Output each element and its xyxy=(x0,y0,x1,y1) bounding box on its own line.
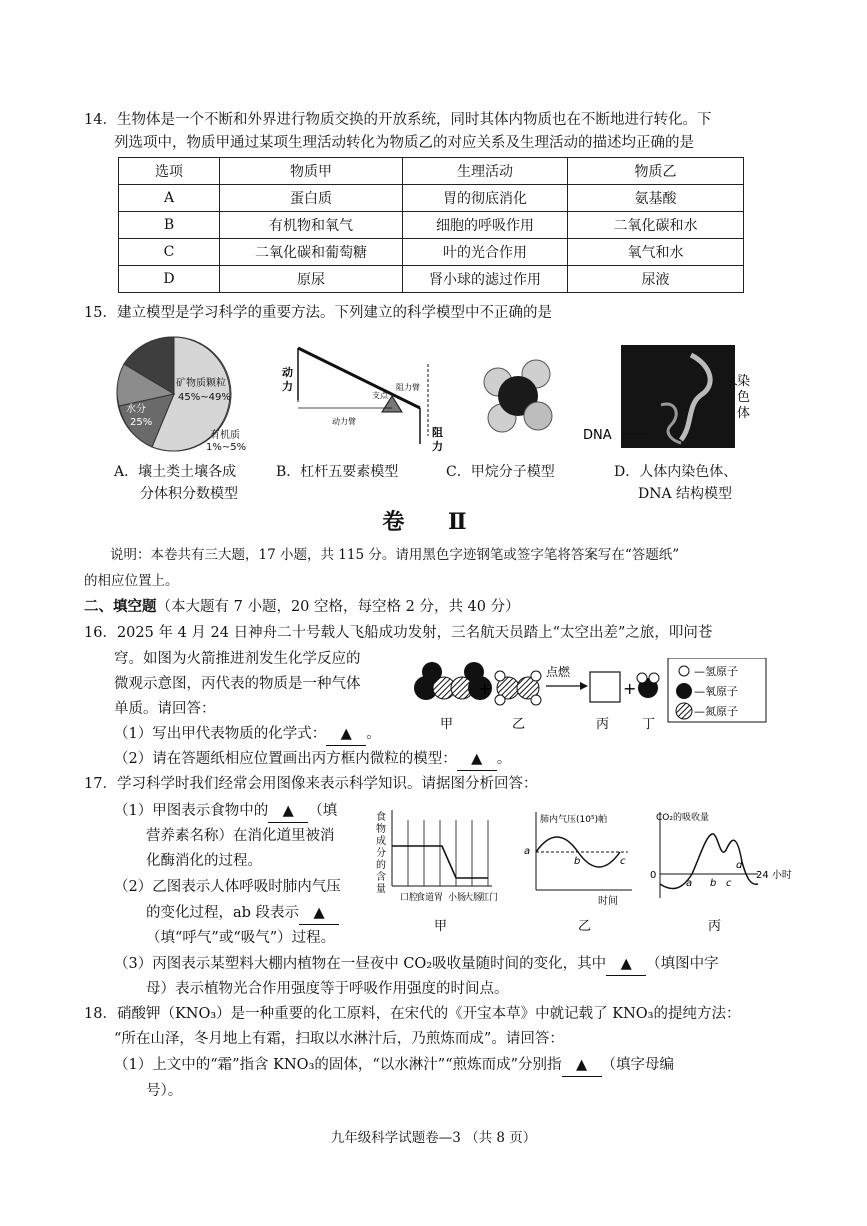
hydrogen-atom xyxy=(524,402,552,430)
effort-label: 动 xyxy=(282,366,293,379)
answer-blank[interactable]: ▲ xyxy=(268,800,308,823)
option-a-line1: A．壤土类土壤各成 xyxy=(114,464,237,480)
table-cell: 有机物和氧气 xyxy=(220,212,403,239)
q14-line2: 列选项中，物质甲通过某项生理活动转化为物质乙的对应关系及生理活动的描述均正确的是 xyxy=(114,135,694,151)
q16-sub1-text: （1）写出甲代表物质的化学式： xyxy=(114,726,327,742)
digestion-chart xyxy=(372,806,512,934)
section-title: 卷 Ⅱ xyxy=(382,509,485,535)
effort-label2: 力 xyxy=(282,380,293,393)
chromosome-label2: 色 xyxy=(737,390,751,405)
table-cell: 尿液 xyxy=(568,266,744,293)
chart-a-ylabel: 食 xyxy=(376,812,386,823)
pie-label-organic-pct: 1%~5% xyxy=(206,442,247,453)
table-cell: B xyxy=(119,212,220,239)
q17-sub1-a xyxy=(114,800,337,823)
q17-sub3-text: （3）丙图表示某塑料大棚内植物在一昼夜中 CO₂吸收量随时间的变化，其中 xyxy=(114,956,607,972)
chart-b-ylabel: 肺内气压(10⁵)帕 xyxy=(540,815,608,825)
q18-sub1-text: （1）上文中的“霜”指含 KNO₃的固体，“以水淋汁”“煎炼而成”分别指 xyxy=(114,1057,562,1073)
pie-label-organic: 有机质 xyxy=(210,430,240,441)
q17-sub3-a xyxy=(114,953,719,976)
chart-a-ylabel: 的 xyxy=(376,860,386,871)
load-arm-label: 阻力臂 xyxy=(396,383,420,392)
q16-sub2-text: （2）请在答题纸相应位置画出丙方框内微粒的模型： xyxy=(114,751,457,767)
chromosome-label1: 染 xyxy=(737,374,751,389)
chart-b-name: 乙 xyxy=(578,919,592,934)
hydrogen-atom xyxy=(637,673,647,683)
fulcrum-label: 支点 xyxy=(372,391,388,400)
chart-a-organ: 大肠 xyxy=(464,893,483,903)
table-cell: 二氧化碳和葡萄糖 xyxy=(220,239,403,266)
q17-sub2-text: 的变化过程，ab 段表示 xyxy=(146,905,300,921)
chart-c-curve xyxy=(660,834,758,889)
table-header-row xyxy=(119,158,744,185)
chart-c-point-a: a xyxy=(686,878,693,889)
chart-a-ylabel: 量 xyxy=(376,884,386,895)
chart-a-name: 甲 xyxy=(434,919,448,934)
q15-stem: 15．建立模型是学习科学的重要方法。下列建立的科学模型中不正确的是 xyxy=(84,305,552,321)
chart-b-point-a: a xyxy=(524,846,531,857)
legend-oxygen-icon xyxy=(676,683,692,699)
q16-sub2 xyxy=(114,748,511,771)
answer-blank[interactable]: ▲ xyxy=(457,748,497,771)
reaction-diagram xyxy=(408,658,768,738)
pie-label-mineral-pct: 45%~49% xyxy=(178,392,231,403)
section-note-line1: 说明：本卷共有三大题，17 小题，共 115 分。请用黑色字迹钢笔或签字笔将答案写在“答题纸” xyxy=(110,547,680,563)
q17-sub2-a: （2）乙图表示人体呼吸时肺内气压 xyxy=(114,879,341,895)
table-row xyxy=(119,212,744,239)
option-d-line1: D．人体内染色体、 xyxy=(614,464,738,480)
option-c: C．甲烷分子模型 xyxy=(446,464,555,480)
q14-line1: 14．生物体是一个不断和外界进行物质交换的开放系统，同时其体内物质也在不断地进行转化。下 xyxy=(84,112,712,128)
q18-sub1-end: 号）。 xyxy=(146,1083,183,1099)
table-cell: 氨基酸 xyxy=(568,185,744,212)
product-box xyxy=(590,672,620,702)
hydrogen-atom xyxy=(495,695,505,705)
table-row xyxy=(119,266,744,293)
q18-sub1 xyxy=(114,1054,674,1077)
reaction-condition: 点燃 xyxy=(546,665,571,679)
q17-sub1-tail: （填 xyxy=(308,803,338,819)
option-d-line2: DNA 结构模型 xyxy=(638,486,733,502)
plus-sign: + xyxy=(623,679,637,698)
answer-blank[interactable]: ▲ xyxy=(326,723,366,746)
answer-blank[interactable]: ▲ xyxy=(606,953,646,976)
load-label: 阻 xyxy=(432,426,443,439)
lung-pressure-chart xyxy=(520,806,638,934)
pie-label-water: 水分 xyxy=(126,404,146,415)
hydrogen-atom xyxy=(649,673,659,683)
chart-a-organ: 肛门 xyxy=(480,893,499,903)
q17-sub1-d: 化酶消化的过程。 xyxy=(146,853,262,869)
q18-sub1-tail: （填字母编 xyxy=(601,1057,675,1073)
part2-heading xyxy=(84,596,520,618)
chart-a-ylabel: 含 xyxy=(376,872,386,883)
table-cell: 二氧化碳和水 xyxy=(568,212,744,239)
label-yi: 乙 xyxy=(512,717,526,732)
table-cell: D xyxy=(119,266,220,293)
chart-a-organ: 胃 xyxy=(434,893,444,903)
chromosome-pointer xyxy=(723,377,737,385)
chart-a-organ: 口腔 xyxy=(400,893,419,903)
table-row xyxy=(119,239,744,266)
chart-b-point-b: b xyxy=(574,856,581,867)
soil-pie-model xyxy=(112,336,272,456)
plus-sign: + xyxy=(478,679,492,698)
hydrogen-atom xyxy=(531,671,541,681)
label-bing: 丙 xyxy=(596,717,610,732)
part2-info: （本大题有 7 小题，20 空格，每空格 2 分，共 40 分） xyxy=(156,599,520,615)
q18-line1: 18．硝酸钾（KNO₃）是一种重要的化工原料，在宋代的《开宝本草》中就记载了 KNO₃的提纯方法： xyxy=(84,1006,741,1022)
legend-nitrogen: —氮原子 xyxy=(694,705,738,718)
table-cell: 叶的光合作用 xyxy=(403,239,568,266)
dna-label: DNA xyxy=(583,428,612,443)
methane-model xyxy=(478,352,558,442)
q16-sub2-end: 。 xyxy=(496,751,512,767)
legend-nitrogen-icon xyxy=(676,703,692,719)
table-cell: 蛋白质 xyxy=(220,185,403,212)
q17-sub2-c: （填“呼气”或“吸气”）过程。 xyxy=(146,930,336,946)
chart-a-organ: 食道 xyxy=(416,893,435,903)
chart-c-name: 丙 xyxy=(708,919,722,934)
table-header: 选项 xyxy=(119,158,220,185)
reaction-arrowhead xyxy=(580,682,588,690)
q16-line1: 16．2025 年 4 月 24 日神舟二十号载人飞船成功发射，三名航天员踏上“太空出差”之旅，叩问苍 xyxy=(84,625,713,641)
page-footer: 九年级科学试题卷—3 （共 8 页） xyxy=(330,1130,537,1146)
q18-line2: “所在山泽，冬月地上有霜，扫取以水淋汁后，乃煎炼而成”。请回答： xyxy=(114,1031,564,1047)
table-cell: 细胞的呼吸作用 xyxy=(403,212,568,239)
chart-c-ylabel: CO₂的吸收量 xyxy=(656,813,709,823)
q14-table xyxy=(118,157,744,293)
section-note-line2: 的相应位置上。 xyxy=(84,573,179,589)
chart-b-xlabel: 时间 xyxy=(598,896,618,907)
q17-sub1-text: （1）甲图表示食物中的 xyxy=(114,803,269,819)
chart-a-organ: 小肠 xyxy=(448,893,467,903)
chart-c-xlabel: 24 小时 xyxy=(756,870,792,881)
chart-c-point-b: b xyxy=(710,878,717,889)
answer-blank[interactable]: ▲ xyxy=(562,1054,602,1077)
part2-title: 二、填空题 xyxy=(84,598,157,615)
pie-label-mineral: 矿物质颗粒 xyxy=(176,378,226,389)
table-cell: 氧气和水 xyxy=(568,239,744,266)
hydrogen-atom xyxy=(495,671,505,681)
chart-c-point-d: d xyxy=(736,860,743,871)
lever-model xyxy=(280,340,450,455)
table-cell: C xyxy=(119,239,220,266)
option-a-line2: 分体积分数模型 xyxy=(140,486,238,502)
table-cell: A xyxy=(119,185,220,212)
table-cell: 肾小球的滤过作用 xyxy=(403,266,568,293)
q17-sub3-tail: （填图中字 xyxy=(646,956,719,972)
chart-a-gridlines xyxy=(408,820,488,886)
answer-blank[interactable]: ▲ xyxy=(299,902,339,925)
q17-sub3-c: 母）表示植物光合作用强度等于呼吸作用强度的时间点。 xyxy=(146,981,509,997)
pie-label-water-pct: 25% xyxy=(130,417,153,428)
chart-b-point-c: c xyxy=(620,856,626,867)
q17-sub1-c: 营养素名称）在消化道里被消 xyxy=(146,828,335,844)
effort-arm-label: 动力臂 xyxy=(332,417,356,426)
q17-stem: 17．学习科学时我们经常会用图像来表示科学知识。请据图分析回答： xyxy=(84,776,538,792)
load-label2: 力 xyxy=(432,440,443,453)
q16-sub1 xyxy=(114,723,381,746)
legend-hydrogen: —氢原子 xyxy=(694,665,738,678)
table-cell: 原尿 xyxy=(220,266,403,293)
label-jia: 甲 xyxy=(440,717,454,732)
table-header: 物质甲 xyxy=(220,158,403,185)
q16-line4: 单质。请回答： xyxy=(114,701,216,717)
table-cell: 胃的彻底消化 xyxy=(403,185,568,212)
chromosome-labels xyxy=(583,345,768,448)
q17-sub2-b xyxy=(146,902,339,925)
option-b: B．杠杆五要素模型 xyxy=(276,464,399,480)
chromosome-label3: 体 xyxy=(737,406,751,421)
q16-sub1-end: 。 xyxy=(366,726,381,742)
oxygen-atom xyxy=(422,662,442,682)
table-row xyxy=(119,185,744,212)
chart-a-ylabel: 成 xyxy=(376,836,386,847)
table-header: 物质乙 xyxy=(568,158,744,185)
lever-bar xyxy=(298,348,420,408)
q16-line2: 穹。如图为火箭推进剂发生化学反应的 xyxy=(114,651,361,667)
chart-a-ylabel: 分 xyxy=(376,848,386,859)
legend-oxygen: —氧原子 xyxy=(694,685,738,698)
chart-a-ylabel: 物 xyxy=(376,824,386,835)
co2-absorption-chart xyxy=(646,802,796,934)
table-header: 生理活动 xyxy=(403,158,568,185)
q16-line3: 微观示意图，丙代表的物质是一种气体 xyxy=(114,676,361,692)
hydrogen-atom xyxy=(531,695,541,705)
chart-c-zero: 0 xyxy=(650,870,657,881)
legend-hydrogen-icon xyxy=(679,666,689,676)
label-ding: 丁 xyxy=(642,717,656,732)
chart-c-point-c: c xyxy=(726,878,732,889)
